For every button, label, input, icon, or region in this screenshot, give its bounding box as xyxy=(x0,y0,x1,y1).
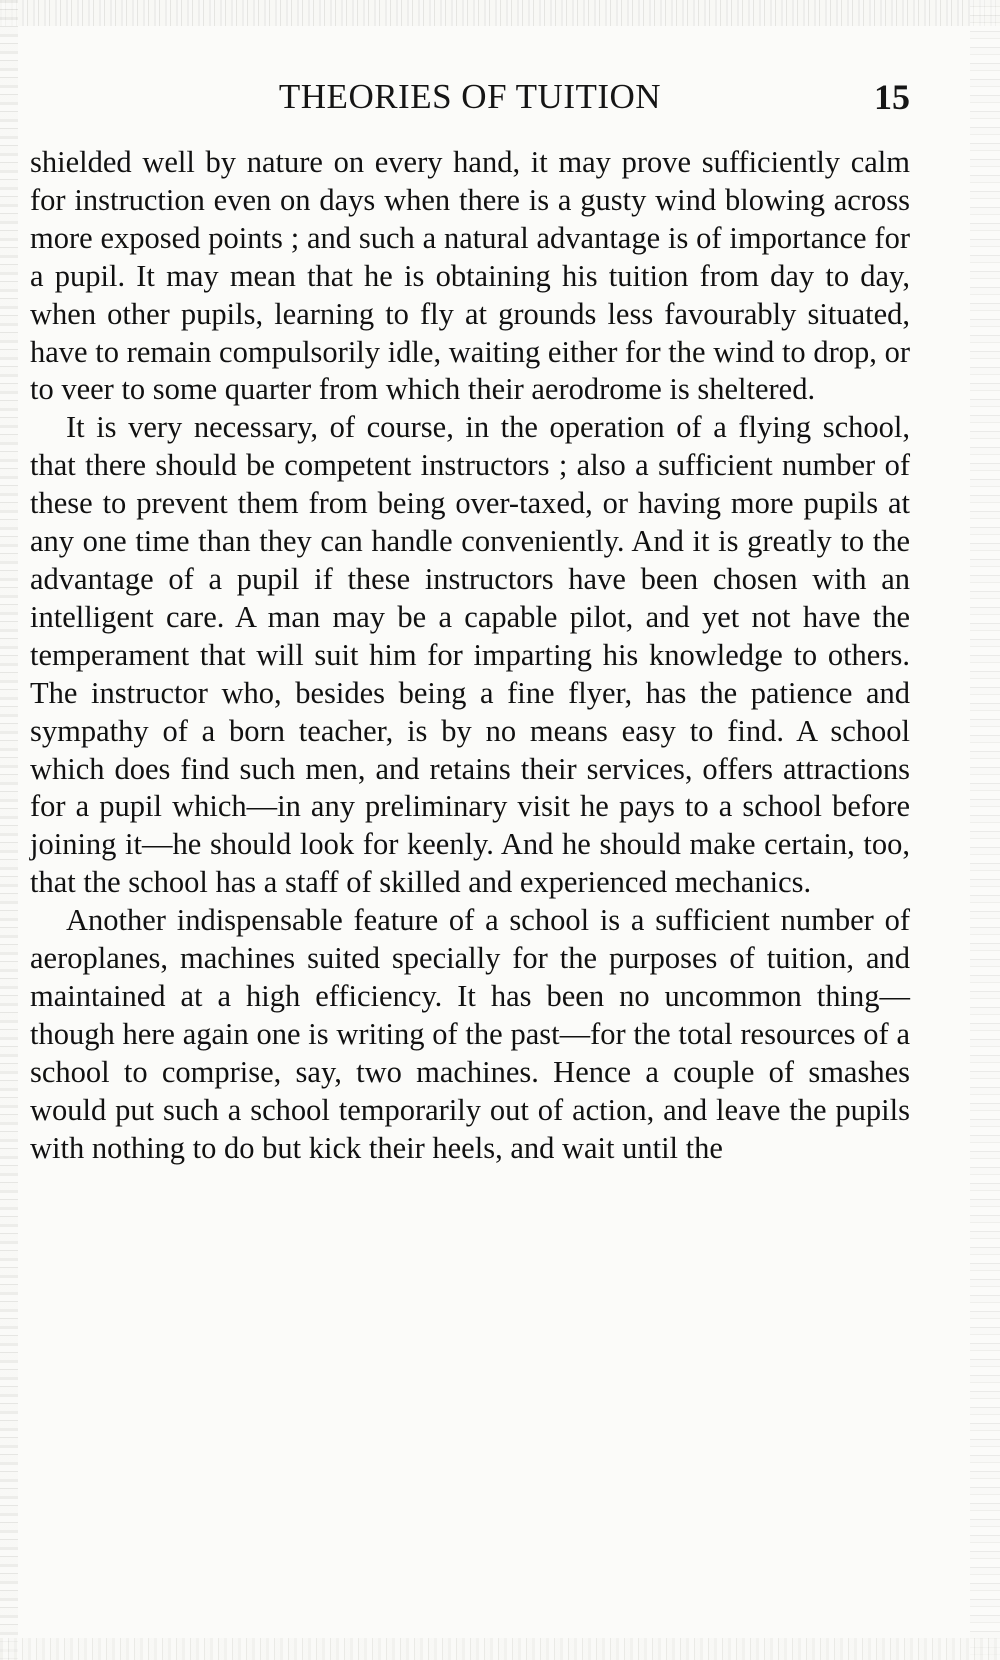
scan-noise-top xyxy=(0,0,1000,26)
paragraph-continuation: shielded well by nature on every hand, it may prove sufficiently calm for instruction even on days when there is a gusty wind blowing across more exposed points ; and such a natural advantage is of importance for a pupil. It may mean that he is obtaining his tuition from day to day, when other pupils, learning to fly at grounds less favourably situated, have to remain compulsorily idle, waiting either for the wind to drop, or to veer to some quarter from which their aerodrome is sheltered. xyxy=(30,145,910,407)
page-number: 15 xyxy=(874,77,910,117)
running-title: THEORIES OF TUITION xyxy=(278,77,662,116)
running-head xyxy=(30,72,910,122)
scan-noise-right xyxy=(970,0,1000,1660)
scan-noise-bottom xyxy=(0,1638,1000,1660)
scan-noise-left xyxy=(0,0,18,1660)
body-text xyxy=(30,144,910,1167)
paragraph-instructors: It is very necessary, of course, in the operation of a flying school, that there should be competent instructors ; also a sufficient number of these to prevent them from being over-taxed, or having more pupils at any one time than they can handle conveniently. And it is greatly to the advantage of a pupil if these instructors have been chosen with an intelligent care. A man may be a capable pilot, and yet not have the temperament that will suit him for imparting his knowledge to others. The instructor who, besides being a fine flyer, has the patience and sympathy of a born teacher, is by no means easy to find. A school which does find such men, and retains their services, offers attractions for a pupil which—in any preliminary visit he pays to a school before joining it—he should look for keenly. And he should make certain, too, that the school has a staff of skilled and experienced mechanics. xyxy=(30,410,910,900)
paragraph-aeroplanes: Another indispensable feature of a school is a sufficient number of aeroplanes, machines suited specially for the purposes of tuition, and maintained at a high efficiency. It has been no uncommon thing—though here again one is writing of the past—for the total resources of a school to comprise, say, two machines. Hence a couple of smashes would put such a school temporarily out of action, and leave the pupils with nothing to do but kick their heels, and wait until the xyxy=(30,903,910,1165)
